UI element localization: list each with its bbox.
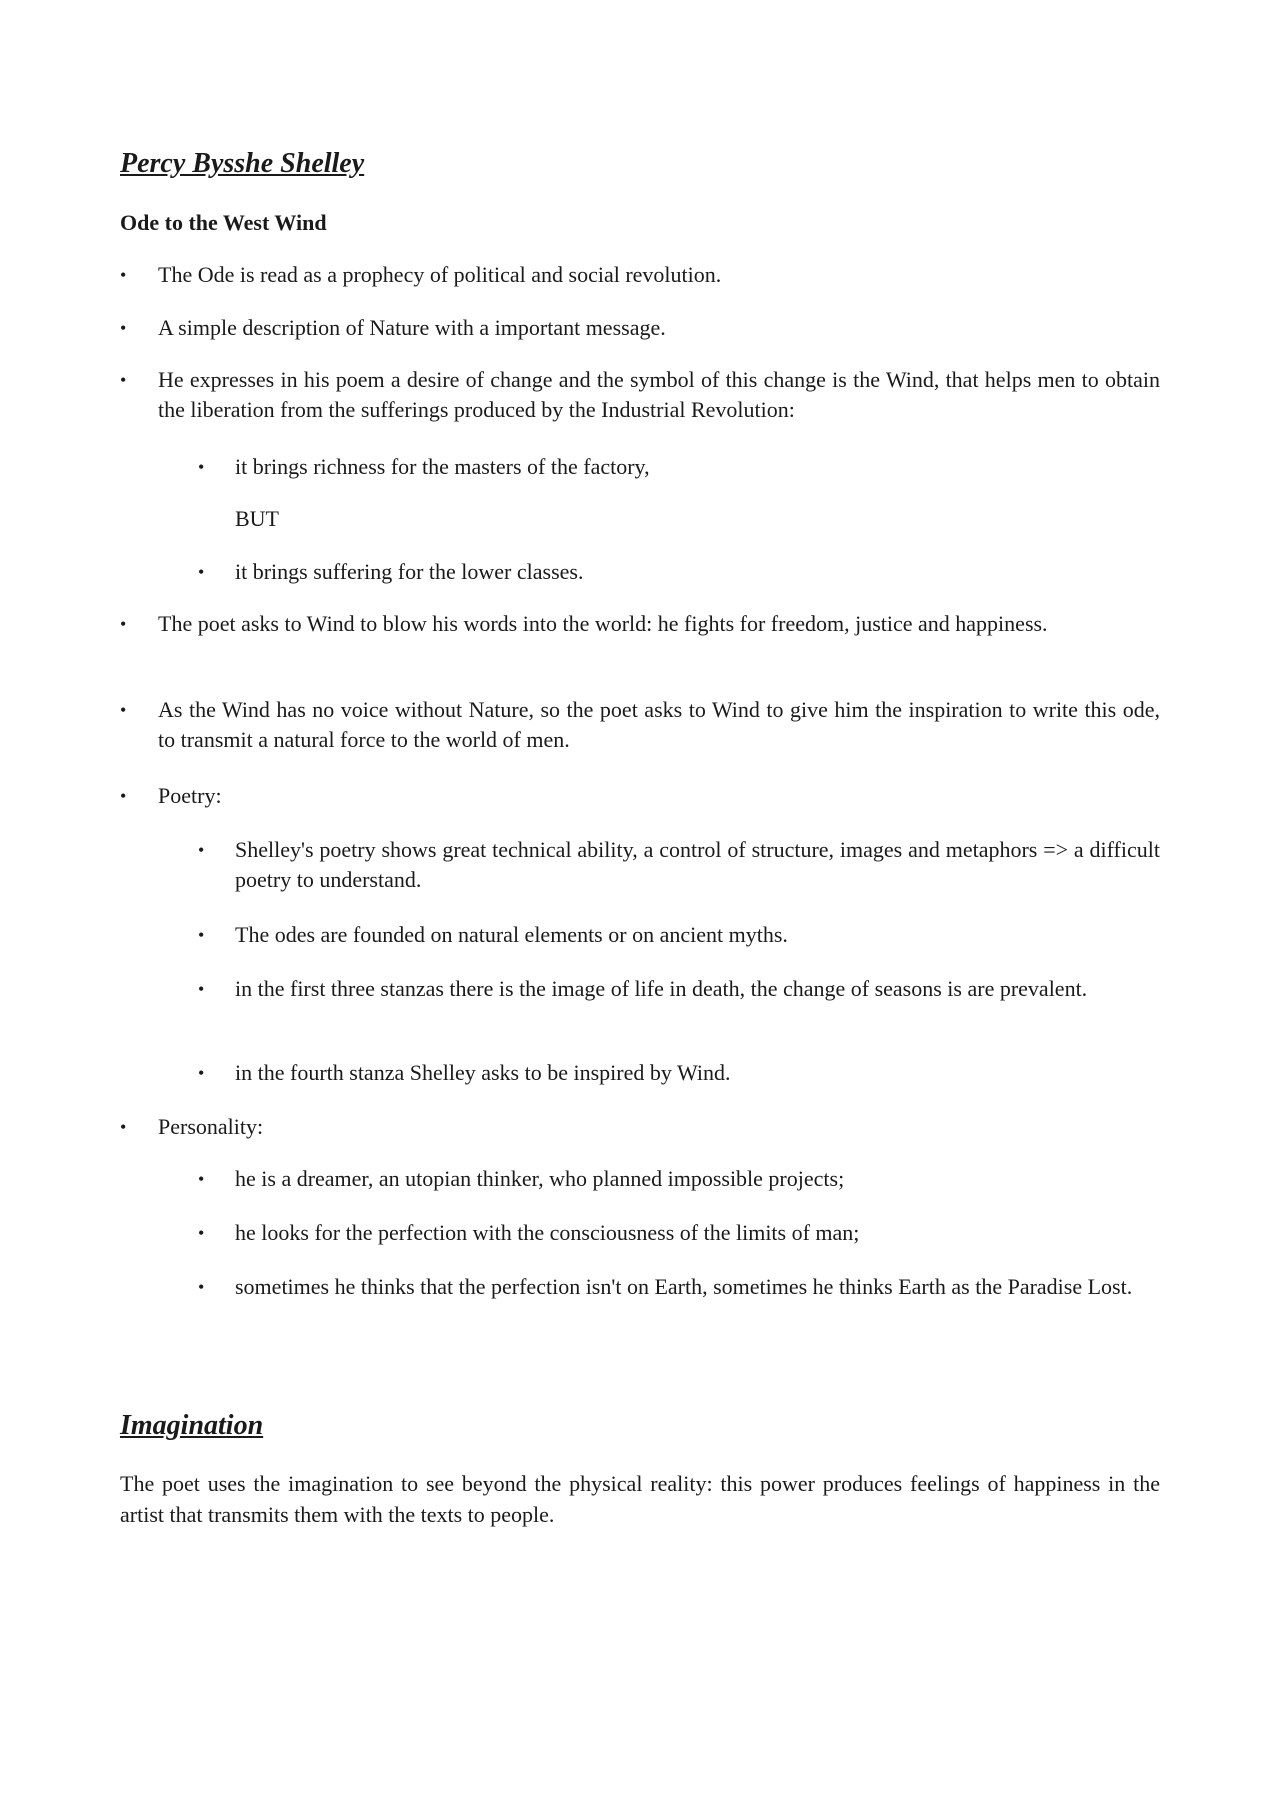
list-item: The Ode is read as a prophecy of political and social revolution. (158, 262, 722, 287)
bullet-marker: • (120, 614, 127, 634)
list-item: The poet asks to Wind to blow his words into the world: he fights for freedom, justice and happiness. (158, 611, 1048, 636)
list-item: A simple description of Nature with a important message. (158, 315, 666, 340)
bullet-marker: • (120, 265, 127, 285)
list-item: it brings richness for the masters of the factory, (235, 454, 650, 479)
bullet-marker: • (198, 1063, 205, 1083)
list-item: he is a dreamer, an utopian thinker, who planned impossible projects; (235, 1166, 845, 1191)
but-text: BUT (235, 506, 279, 531)
bullet-marker: • (120, 370, 127, 390)
list-item: Shelley's poetry shows great technical ability, a control of structure, images and metaphors => a difficult poetry to understand. (235, 837, 1160, 892)
bullet-marker: • (120, 1117, 127, 1137)
list-item: sometimes he thinks that the perfection isn't on Earth, sometimes he thinks Earth as the Paradise Lost. (235, 1274, 1133, 1299)
list-item: he looks for the perfection with the consciousness of the limits of man; (235, 1220, 860, 1245)
section-title-shelley: Percy Bysshe Shelley (120, 148, 365, 179)
list-item: The odes are founded on natural elements or on ancient myths. (235, 922, 788, 947)
bullet-marker: • (198, 562, 205, 582)
bullet-marker: • (198, 979, 205, 999)
list-item: Personality: (158, 1114, 264, 1139)
bullet-marker: • (198, 840, 205, 860)
bullet-marker: • (198, 925, 205, 945)
list-item: He expresses in his poem a desire of change and the symbol of this change is the Wind, that helps men to obtain the liberation from the sufferings produced by the Industrial Revolution: (158, 367, 1160, 422)
list-item: it brings suffering for the lower classes. (235, 559, 584, 584)
subtitle-ode: Ode to the West Wind (120, 210, 327, 235)
bullet-marker: • (198, 457, 205, 477)
bullet-marker: • (120, 318, 127, 338)
document-page (120, 146, 1160, 1527)
list-item: Poetry: (158, 783, 222, 808)
bullet-marker: • (198, 1277, 205, 1297)
bullet-marker: • (120, 700, 127, 720)
list-item: in the first three stanzas there is the image of life in death, the change of seasons is are prevalent. (235, 976, 1088, 1001)
bullet-marker: • (198, 1169, 205, 1189)
bullet-marker: • (198, 1223, 205, 1243)
list-item: in the fourth stanza Shelley asks to be inspired by Wind. (235, 1060, 731, 1085)
list-item: As the Wind has no voice without Nature, so the poet asks to Wind to give him the inspiration to write this ode, to transmit a natural force to the world of men. (158, 697, 1160, 752)
imagination-paragraph: The poet uses the imagination to see beyond the physical reality: this power produces feelings of happiness in the artist that transmits them with the texts to people. (120, 1471, 1160, 1527)
bullet-marker: • (120, 786, 127, 806)
section-title-imagination: Imagination (120, 1410, 264, 1441)
